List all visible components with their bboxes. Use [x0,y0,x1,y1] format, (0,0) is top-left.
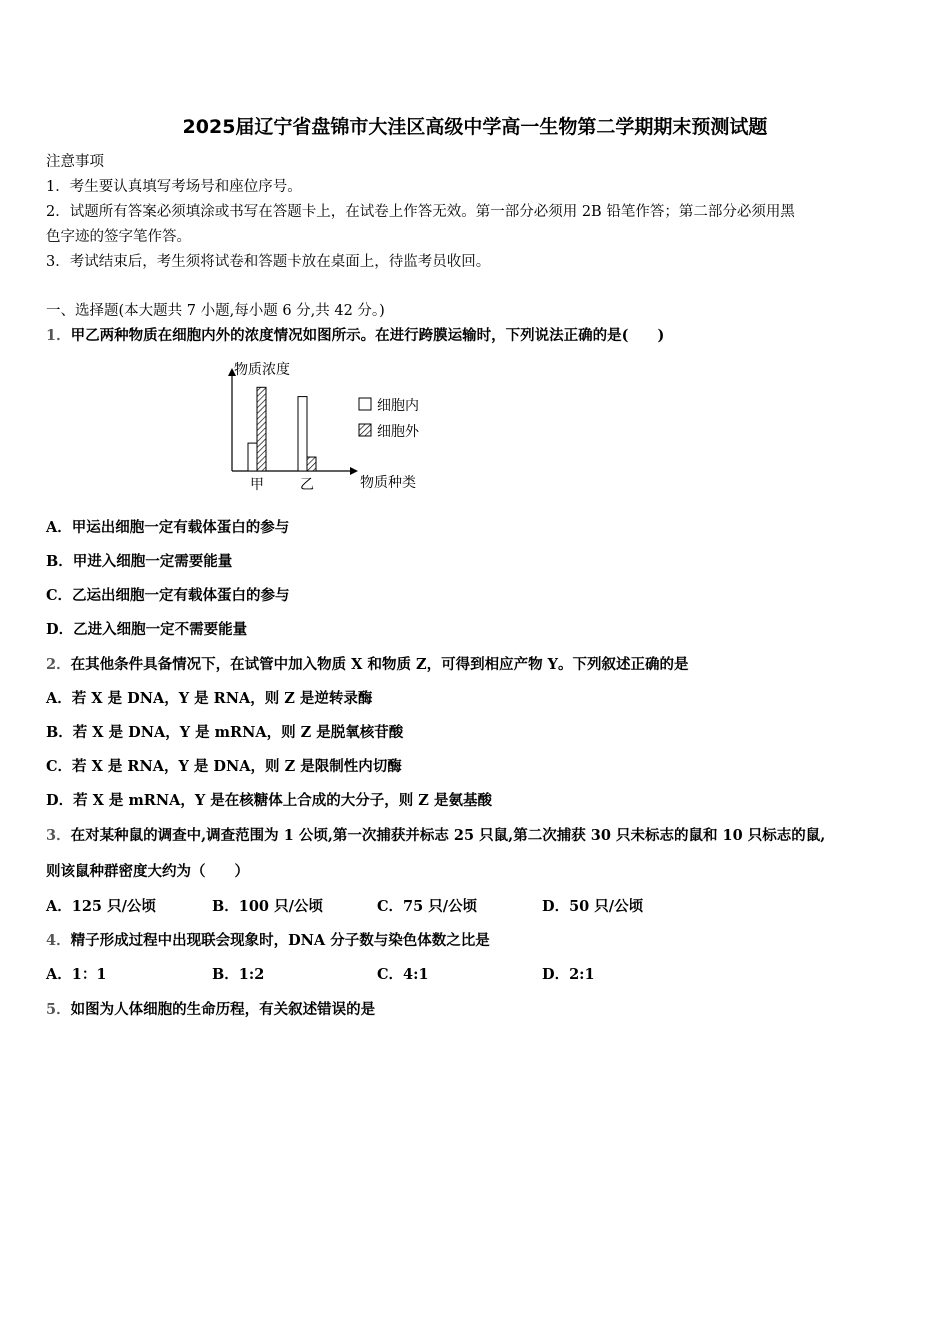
q3-option-b[interactable]: B．100 只/公顷 [212,898,323,915]
q1-option-b[interactable]: B．甲进入细胞一定需要能量 [46,553,233,570]
notice-item: 1．考生要认真填写考场号和座位序号。 [46,179,302,195]
notice-item: 2．试题所有答案必须填涂或书写在答题卡上，在试卷上作答无效。第一部分必须用 2B 铅笔作答；第二部分必须用黑 [46,204,795,220]
q1-option-d[interactable]: D．乙进入细胞一定不需要能量 [46,621,248,638]
question-number: 2． [46,656,71,673]
question-number: 5． [46,1001,71,1018]
legend-label: 细胞内 [377,398,419,414]
q2-option-d[interactable]: D．若 X 是 mRNA，Y 是在核糖体上合成的大分子，则 Z 是氨基酸 [46,792,492,809]
q4-option-a[interactable]: A．1：1 [46,966,107,983]
q3-option-c[interactable]: C．75 只/公顷 [377,898,478,915]
question-number: 1． [46,327,71,344]
page-title: 2025届辽宁省盘锦市大洼区高级中学高一生物第二学期期末预测试题 [182,116,768,138]
question-2 [46,655,688,675]
question-text: 在其他条件具备情况下，在试管中加入物质 X 和物质 Z，可得到相应产物 Y。下列叙述正确的是 [70,656,689,673]
q4-option-b[interactable]: B．1:2 [212,966,265,983]
section-heading: 一、选择题(本大题共 7 小题,每小题 6 分,共 42 分。) [46,303,385,319]
x-tick-label: 乙 [300,477,314,493]
legend-swatch [359,398,371,410]
question-3 [46,826,825,846]
q4-option-c[interactable]: C．4:1 [377,966,429,983]
q2-option-b[interactable]: B．若 X 是 DNA，Y 是 mRNA，则 Z 是脱氧核苷酸 [46,724,404,741]
question-text: 甲乙两种物质在细胞内外的浓度情况如图所示。在进行跨膜运输时，下列说法正确的是( ) [70,327,665,344]
question-1 [46,326,664,346]
bar-outside-0 [257,387,266,471]
q1-option-a[interactable]: A．甲运出细胞一定有载体蛋白的参与 [46,519,290,536]
legend-swatch [359,424,371,436]
x-axis-label: 物质种类 [360,475,416,491]
notice-heading: 注意事项 [46,154,104,170]
question-number: 4． [46,932,71,949]
bar-outside-1 [307,457,316,471]
bar-inside-1 [298,397,307,471]
question-text: 如图为人体细胞的生命历程，有关叙述错误的是 [70,1001,376,1018]
concentration-bar-chart [218,356,433,496]
x-tick-label: 甲 [250,477,264,493]
notice-item: 3．考试结束后，考生须将试卷和答题卡放在桌面上，待监考员收回。 [46,254,491,270]
question-5 [46,1000,375,1020]
question-text: 在对某种鼠的调查中,调查范围为 1 公顷,第一次捕获并标志 25 只鼠,第二次捕获 30 只未标志的鼠和 10 只标志的鼠, [70,827,826,844]
notice-item: 色字迹的签字笔作答。 [46,229,191,245]
question-4 [46,931,490,951]
q2-option-c[interactable]: C．若 X 是 RNA，Y 是 DNA，则 Z 是限制性内切酶 [46,758,402,775]
q3-option-d[interactable]: D．50 只/公顷 [542,898,644,915]
legend-label: 细胞外 [377,424,419,440]
bar-inside-0 [248,443,257,471]
q3-option-a[interactable]: A．125 只/公顷 [46,898,156,915]
question-3-continued: 则该鼠种群密度大约为（ ） [46,863,249,880]
q1-option-c[interactable]: C．乙运出细胞一定有载体蛋白的参与 [46,587,290,604]
question-number: 3． [46,827,71,844]
x-axis-arrow [350,467,358,475]
question-text: 精子形成过程中出现联会现象时，DNA 分子数与染色体数之比是 [70,932,490,949]
q2-option-a[interactable]: A．若 X 是 DNA，Y 是 RNA，则 Z 是逆转录酶 [46,690,373,707]
q4-option-d[interactable]: D．2:1 [542,966,595,983]
y-axis-label: 物质浓度 [234,362,290,378]
